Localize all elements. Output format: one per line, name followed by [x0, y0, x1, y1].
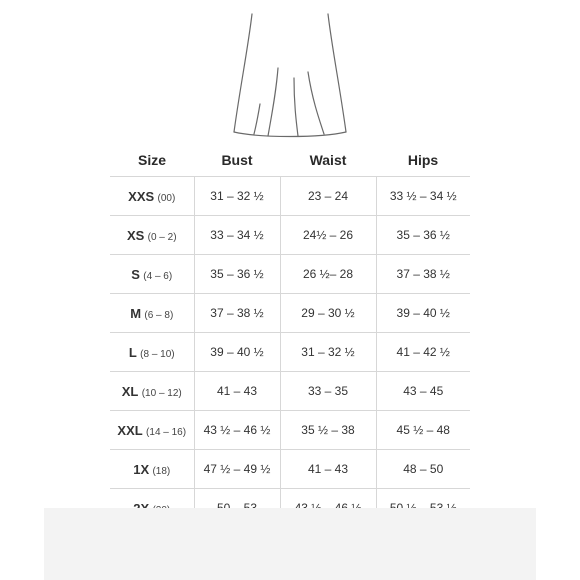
- waist-cell: 23 – 24: [280, 177, 376, 216]
- hips-cell: 41 – 42 ½: [376, 333, 470, 372]
- hips-cell: 48 – 50: [376, 450, 470, 489]
- hips-cell: 37 – 38 ½: [376, 255, 470, 294]
- size-label: 1X: [133, 461, 150, 477]
- bust-cell: 31 – 32 ½: [194, 177, 280, 216]
- size-label: XXL: [117, 422, 143, 438]
- size-label: XXS: [128, 188, 155, 204]
- size-cell: [110, 294, 194, 333]
- hips-cell: 43 – 45: [376, 372, 470, 411]
- bust-cell: 33 – 34 ½: [194, 216, 280, 255]
- hips-cell: 35 – 36 ½: [376, 216, 470, 255]
- size-cell: [110, 177, 194, 216]
- table-row: [110, 255, 470, 294]
- size-cell: [110, 372, 194, 411]
- size-range: (14 – 16): [146, 426, 187, 438]
- size-range: (4 – 6): [143, 270, 173, 282]
- size-cell: [110, 411, 194, 450]
- bust-cell: 35 – 36 ½: [194, 255, 280, 294]
- header-bust: Bust: [221, 152, 253, 168]
- waist-cell: 24½ – 26: [280, 216, 376, 255]
- hips-cell: 33 ½ – 34 ½: [376, 177, 470, 216]
- size-range: (6 – 8): [144, 309, 174, 321]
- table-row: [110, 333, 470, 372]
- hips-cell: 45 ½ – 48: [376, 411, 470, 450]
- dress-illustration: [190, 8, 390, 140]
- hips-cell: 39 – 40 ½: [376, 294, 470, 333]
- bust-cell: 39 – 40 ½: [194, 333, 280, 372]
- table-row: [110, 450, 470, 489]
- size-range: (18): [152, 465, 171, 477]
- size-cell: [110, 333, 194, 372]
- waist-cell: 29 – 30 ½: [280, 294, 376, 333]
- size-range: (8 – 10): [140, 348, 175, 360]
- table-row: [110, 372, 470, 411]
- bust-cell: 47 ½ – 49 ½: [194, 450, 280, 489]
- waist-cell: 41 – 43: [280, 450, 376, 489]
- size-label: XS: [126, 227, 145, 243]
- image-bottom-edge: [44, 508, 536, 580]
- table-row: [110, 411, 470, 450]
- size-range: (00): [157, 192, 176, 204]
- size-label: S: [131, 266, 140, 282]
- size-cell: [110, 255, 194, 294]
- waist-cell: 35 ½ – 38: [280, 411, 376, 450]
- header-size: Size: [137, 152, 166, 168]
- size-label: L: [128, 344, 137, 360]
- table-row: [110, 294, 470, 333]
- size-cell: [110, 450, 194, 489]
- size-label: XL: [121, 383, 139, 399]
- bust-cell: 37 – 38 ½: [194, 294, 280, 333]
- waist-cell: 33 – 35: [280, 372, 376, 411]
- table-row: [110, 216, 470, 255]
- size-range: (10 – 12): [141, 387, 182, 399]
- table-row: [110, 177, 470, 216]
- bust-cell: 43 ½ – 46 ½: [194, 411, 280, 450]
- header-waist: Waist: [309, 152, 347, 168]
- header-row: [110, 144, 470, 177]
- waist-cell: 31 – 32 ½: [280, 333, 376, 372]
- size-label: M: [130, 305, 142, 321]
- size-range: (0 – 2): [147, 231, 177, 243]
- bust-cell: 41 – 43: [194, 372, 280, 411]
- size-chart-table: [110, 144, 470, 527]
- waist-cell: 26 ½– 28: [280, 255, 376, 294]
- size-cell: [110, 216, 194, 255]
- header-hips: Hips: [407, 152, 439, 168]
